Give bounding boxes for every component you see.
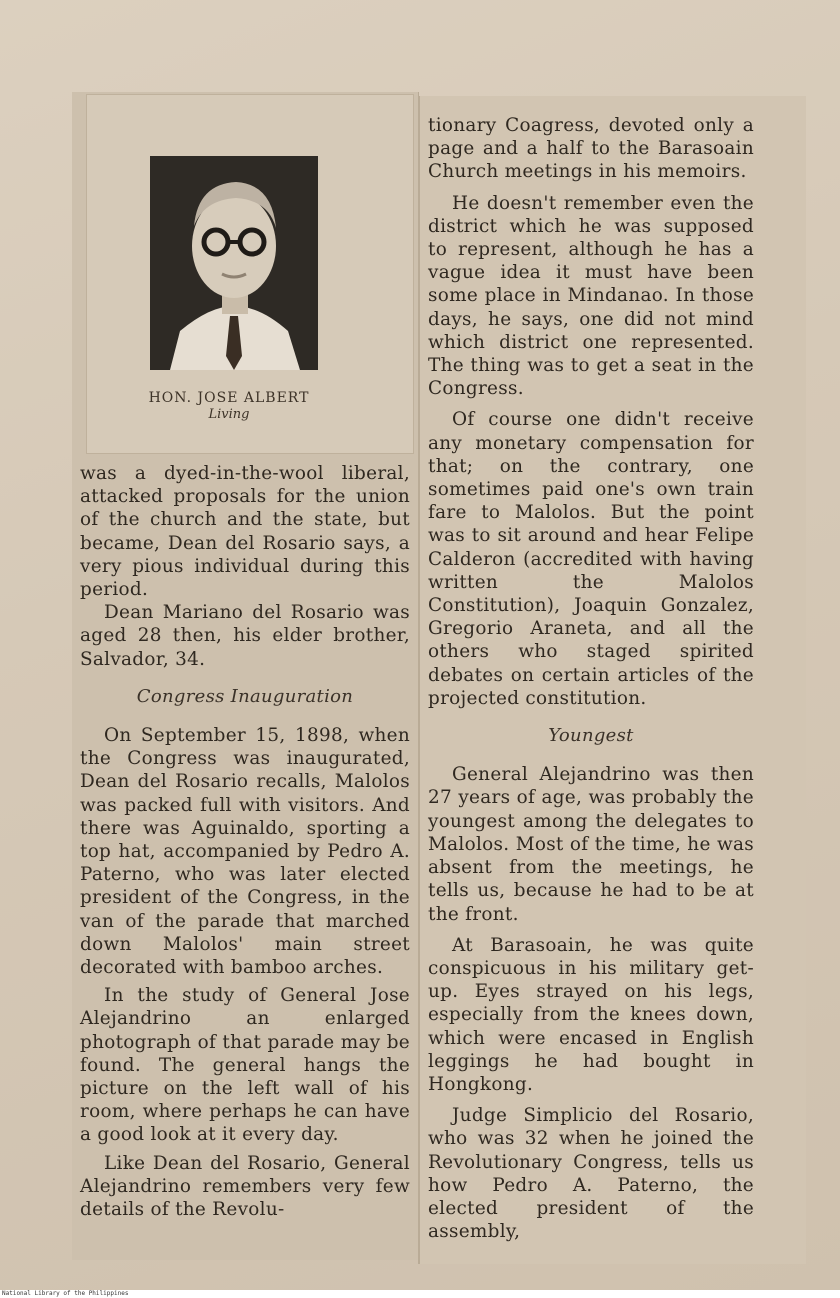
caption-status: Living <box>208 407 250 422</box>
right-paragraph-1: tionary Coagress, devoted only a page and a half to the Barasoain Church meetings in his memoirs. <box>428 115 754 183</box>
right-article-column <box>428 114 754 1243</box>
section-heading-youngest: Youngest <box>548 725 634 747</box>
portrait-photo <box>150 156 318 370</box>
right-paragraph-2: He doesn't remember even the district which he was supposed to represent, although he has a vague idea it must have been some place in Mindanao. In those days, he says, one did not mind which district one represented. The thing was to get a seat in the Congress. <box>428 192 754 400</box>
left-paragraph-1: was a dyed-in-the-wool liberal, attacked proposals for the union of the church and the state, but became, Dean del Rosario says, a very pious individual during this period. <box>80 463 410 601</box>
left-paragraph-3: On September 15, 1898, when the Congress was inaugurated, Dean del Rosario recalls, Malolos was packed full with visitors. And there was Aguinaldo, sporting a top hat, accompanied by Pedro A. Paterno, who was later elected president of the Congress, in the van of the parade that marched down Malolos' main street decorated with bamboo arches. <box>80 725 410 979</box>
source-credit: National Library of the Philippines <box>0 1290 840 1298</box>
right-paragraph-4: General Alejandrino was then 27 years of age, was probably the youngest among the delegates to Malolos. Most of the time, he was absent from the meetings, he tells us, because he had to be at the front. <box>428 764 754 925</box>
left-paragraph-5: Like Dean del Rosario, General Alejandrino remembers very few details of the Revolu- <box>80 1152 410 1221</box>
right-paragraph-6: Judge Simplicio del Rosario, who was 32 when he joined the Revolutionary Congress, tells us how Pedro A. Paterno, the elected president of the assembly, <box>428 1105 754 1243</box>
left-paragraph-4: In the study of General Jose Alejandrino an enlarged photograph of that parade may be found. The general hangs the picture on the left wall of his room, where perhaps he can have a good look at it every day. <box>80 985 410 1146</box>
left-article-column <box>80 462 410 1221</box>
right-paragraph-3: Of course one didn't receive any monetary compensation for that; on the contrary, one sometimes paid one's own train fare to Malolos. But the point was to sit around and hear Felipe Calderon (accredited with having written the Malolos Constitution), Joaquin Gonzalez, Gregorio Araneta, and all the others who staged spirited debates on certain articles of the projected constitution. <box>428 409 754 709</box>
left-paragraph-2: Dean Mariano del Rosario was aged 28 then, his elder brother, Salvador, 34. <box>80 602 410 670</box>
caption-name: HON. JOSE ALBERT <box>148 390 310 406</box>
section-heading-congress-inauguration: Congress Inauguration <box>136 685 354 707</box>
portrait-figure-icon <box>150 156 318 370</box>
right-paragraph-5: At Barasoain, he was quite conspicuous in his military get-up. Eyes strayed on his legs, especially from the knees down, which were encased in English leggings he had bought in Hongkong. <box>428 934 754 1095</box>
